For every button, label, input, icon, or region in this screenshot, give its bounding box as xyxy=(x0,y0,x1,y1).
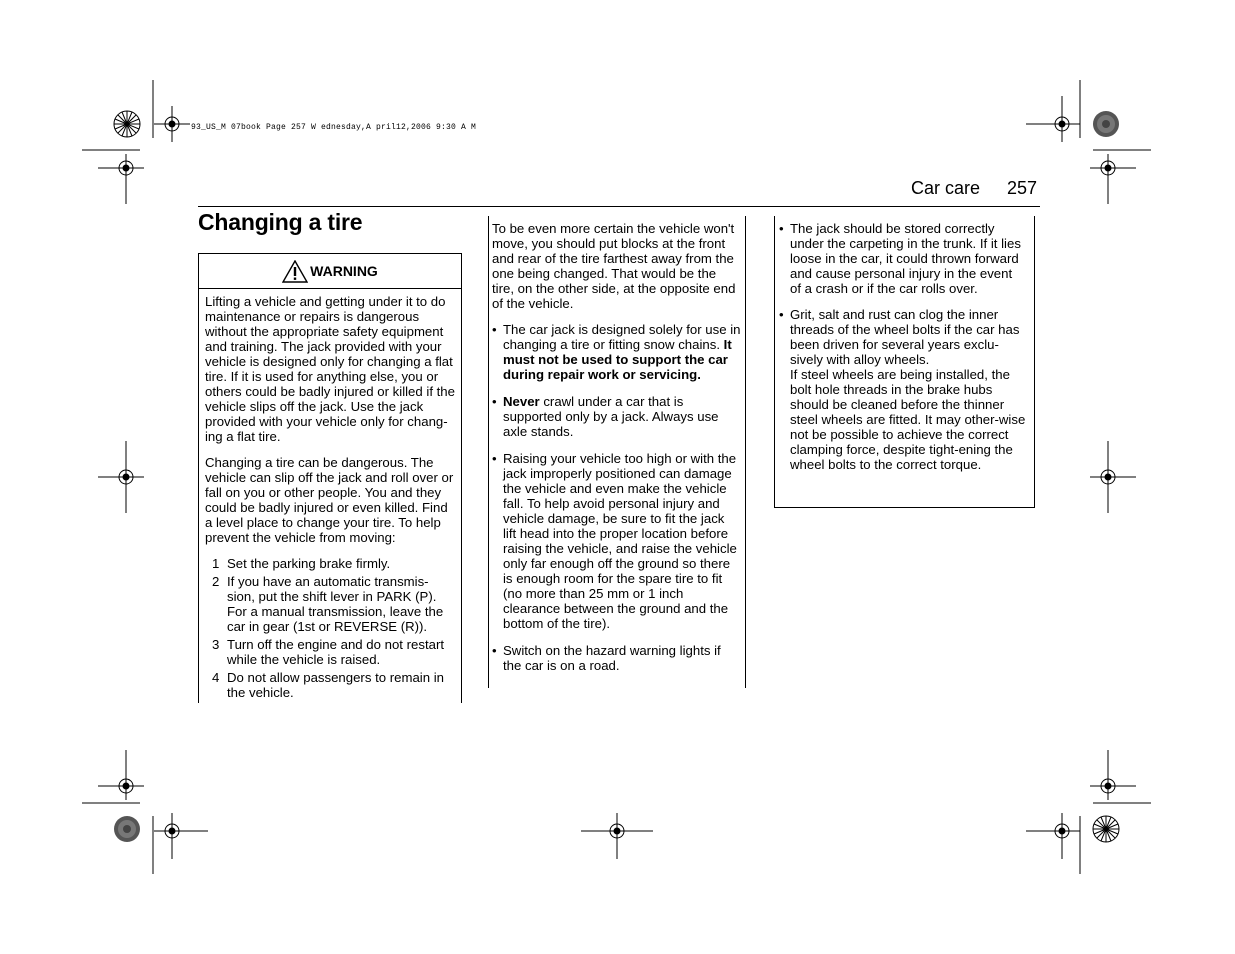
warning-continuation-column xyxy=(488,216,746,688)
warning-paragraph: Changing a tire can be dangerous. The vehicle can slip off the jack and roll over or fall on you or other people. You and they could be badly injured or even killed. Find a level place to change your tire. To help prevent the vehicle from moving: xyxy=(205,455,454,545)
body-paragraph: To be even more certain the vehicle won't move, you should put blocks at the front and rear of the tire farthest away from the one being changed. That would be the tire, on the other side, at the opposite end of the vehicle. xyxy=(492,221,736,311)
list-item xyxy=(205,637,456,667)
list-item xyxy=(205,574,456,634)
bullet-list xyxy=(779,221,1026,472)
page-number: 257 xyxy=(1006,178,1037,198)
bullet-text: If steel wheels are being installed, the bolt hole threads in the brake hubs should be cleaned before the thinner steel wheels are fitted. It may other-wise not be possible to achieve the correct clamping force, despite tight-ening the wheel bolts to the correct torque. xyxy=(790,367,1026,472)
warning-label: WARNING xyxy=(310,263,378,279)
step-text: Turn off the engine and do not restart while the vehicle is raised. xyxy=(227,637,445,667)
list-item xyxy=(779,221,1026,296)
bullet-text: The car jack is designed solely for use in changing a tire or fitting snow chains. xyxy=(503,322,741,352)
warning-triangle-icon xyxy=(282,260,308,283)
list-item xyxy=(492,451,741,631)
notes-column xyxy=(774,216,1035,508)
list-item xyxy=(492,643,741,673)
bullet-text: Raising your vehicle too high or with the jack improperly positioned can damage the vehicle and even make the vehicle fall. To help avoid personal injury and vehicle damage, be sure to fit the jack lift head into the proper location before raising the vehicle, and raise the vehicle only far enough off the ground so there is enough room for the spare tire to fit (no more than 25 mm or 1 inch clearance between the ground and the bottom of the tire). xyxy=(503,451,737,631)
bullet-emphasis: It must not be used to support the car during repair work or servicing. xyxy=(503,337,732,382)
print-slug-line: 93_US_M 07book Page 257 W ednesday,A pril12,2006 9:30 A M xyxy=(191,123,477,132)
step-number: 4 xyxy=(212,670,220,685)
list-item xyxy=(205,670,456,700)
running-header xyxy=(198,176,1040,207)
warning-header xyxy=(199,253,461,289)
section-name: Car care xyxy=(910,178,980,198)
warning-box xyxy=(198,253,462,703)
bullet-text: • Grit, salt and rust can clog the inner threads of the wheel bolts if the car has been driven for several years exclu-sively with alloy wheels. xyxy=(790,307,1020,367)
list-item xyxy=(779,307,1026,472)
list-item xyxy=(205,556,456,571)
list-item xyxy=(492,322,741,382)
warning-paragraph: Lifting a vehicle and getting under it to do maintenance or repairs is dangerous without the appropriate safety equipment and training. The jack provided with your vehicle is designed only for changing a flat tire. If it is used for anything else, you or others could be badly injured or killed if the vehicle slips off the jack. Use the jack provided with your vehicle only for chang-ing a flat tire. xyxy=(205,294,455,444)
warning-body xyxy=(199,289,461,700)
bullet-text: crawl under a car that is supported only by a jack. Always use axle stands. xyxy=(503,394,719,439)
step-text: Set the parking brake firmly. xyxy=(227,556,391,571)
bullet-text: The jack should be stored correctly under the carpeting in the trunk. If it lies loose in the car, it could thrown forward and cause personal injury in the event of a crash or if the car rolls over. xyxy=(790,221,1021,296)
step-number: 1 xyxy=(212,556,220,571)
bullet-list xyxy=(492,322,741,673)
bullet-text: Switch on the hazard warning lights if the car is on a road. xyxy=(503,643,721,673)
step-number: 2 xyxy=(212,574,220,589)
step-text: Do not allow passengers to remain in the vehicle. xyxy=(227,670,444,700)
list-item xyxy=(492,394,741,439)
bullet-emphasis: Never xyxy=(503,394,540,409)
safety-steps-list xyxy=(205,556,456,700)
step-text: If you have an automatic transmis-sion, put the shift lever in PARK (P). For a manual transmission, leave the car in gear (1st or REVERSE (R)). xyxy=(227,574,444,634)
step-number: 3 xyxy=(212,637,220,652)
page-title: Changing a tire xyxy=(198,209,363,235)
